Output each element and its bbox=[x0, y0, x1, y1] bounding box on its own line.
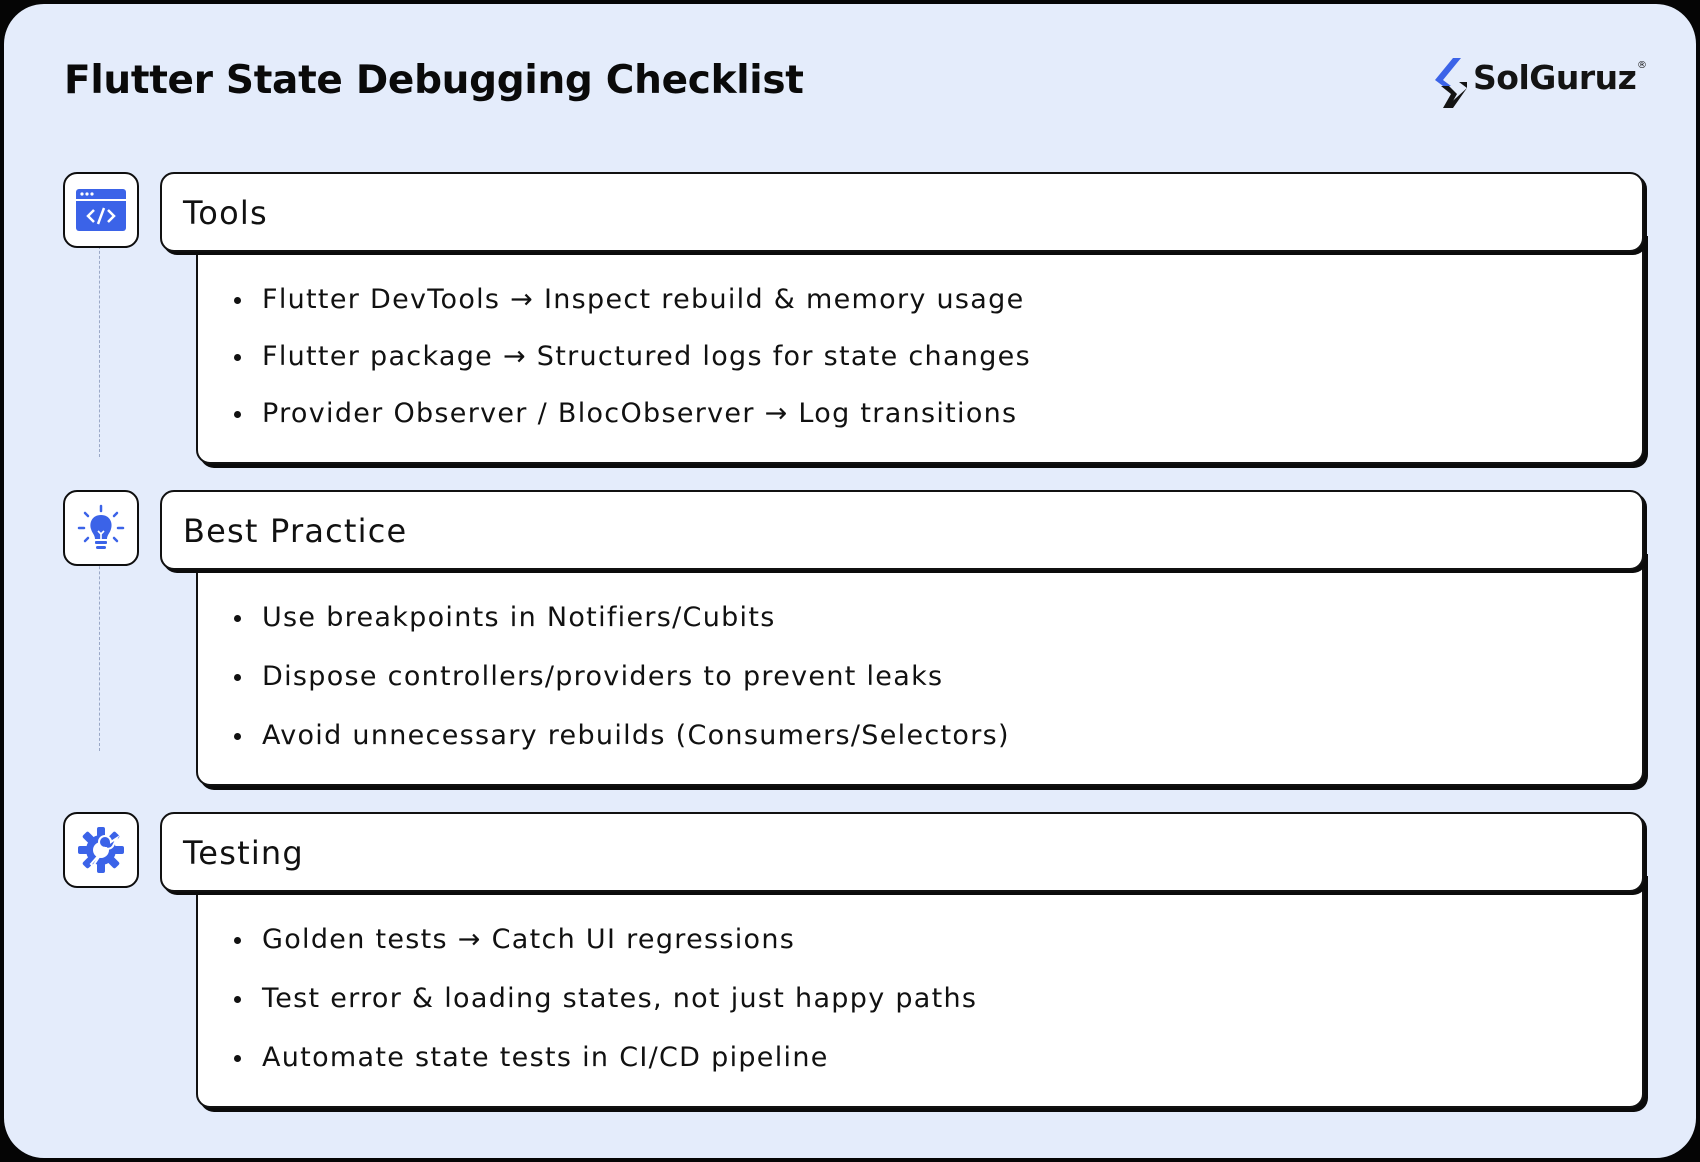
timeline-connector bbox=[99, 241, 100, 457]
checklist-card bbox=[4, 4, 1696, 1158]
section-items-box bbox=[196, 232, 1644, 464]
solguruz-logo-icon bbox=[1431, 56, 1471, 110]
section-icon-box bbox=[63, 172, 139, 248]
brand-logo bbox=[1429, 54, 1649, 112]
gear-wrench-icon bbox=[75, 824, 127, 876]
section-items-box bbox=[196, 550, 1644, 786]
item-list bbox=[234, 924, 977, 1073]
list-item: Automate state tests in CI/CD pipeline bbox=[234, 1042, 977, 1073]
registered-mark: ® bbox=[1637, 60, 1647, 71]
list-item: Flutter DevTools → Inspect rebuild & memory usage bbox=[234, 284, 1031, 315]
list-item: Provider Observer / BlocObserver → Log transitions bbox=[234, 398, 1031, 429]
section-header-tools bbox=[160, 172, 1644, 252]
page-title: Flutter State Debugging Checklist bbox=[64, 58, 804, 103]
item-list bbox=[234, 284, 1031, 429]
section-title: Best Practice bbox=[183, 512, 408, 550]
list-item: Avoid unnecessary rebuilds (Consumers/Selectors) bbox=[234, 720, 1010, 751]
list-item: Dispose controllers/providers to prevent leaks bbox=[234, 661, 1010, 692]
section-header-best-practice bbox=[160, 490, 1644, 570]
section-icon-box bbox=[63, 812, 139, 888]
code-window-icon bbox=[75, 187, 127, 233]
section-title: Tools bbox=[183, 194, 268, 232]
lightbulb-icon bbox=[76, 503, 126, 553]
item-list bbox=[234, 602, 1010, 751]
section-icon-box bbox=[63, 490, 139, 566]
list-item: Flutter package → Structured logs for state changes bbox=[234, 341, 1031, 372]
list-item: Use breakpoints in Notifiers/Cubits bbox=[234, 602, 1010, 633]
list-item: Test error & loading states, not just happy paths bbox=[234, 983, 977, 1014]
list-item: Golden tests → Catch UI regressions bbox=[234, 924, 977, 955]
section-header-testing bbox=[160, 812, 1644, 892]
section-items-box bbox=[196, 872, 1644, 1108]
section-title: Testing bbox=[183, 834, 304, 872]
timeline-connector bbox=[99, 536, 100, 751]
brand-name: SolGuruz bbox=[1473, 58, 1637, 97]
